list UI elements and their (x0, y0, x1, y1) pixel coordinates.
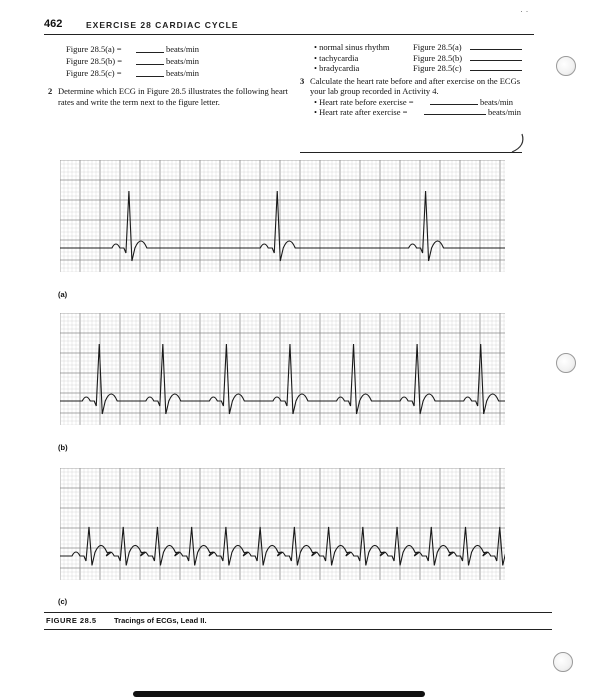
fill-row-label: Figure 28.5(c) = (66, 68, 122, 78)
answer-blank[interactable] (470, 70, 522, 71)
ecg-trace (60, 191, 505, 261)
ecg-tracing (60, 468, 505, 580)
ecg-strip-c (60, 468, 505, 580)
option-term: • normal sinus rhythm (314, 42, 390, 52)
hr-row-label: • Heart rate before exercise = (314, 96, 414, 107)
answer-blank[interactable] (136, 64, 164, 65)
option-figure: Figure 28.5(c) (413, 63, 462, 73)
hr-row-unit: beats/min (488, 107, 522, 117)
chapter-title: EXERCISE 28 CARDIAC CYCLE (86, 20, 239, 30)
bracket-curve (508, 132, 528, 154)
answer-blank[interactable] (470, 60, 522, 61)
hr-row-after (300, 107, 532, 118)
ecg-label-c: (c) (58, 597, 68, 606)
fill-row-label: Figure 28.5(a) = (66, 44, 122, 54)
answer-blank[interactable] (470, 49, 522, 50)
page-number: 462 (44, 18, 63, 30)
fill-row-c (48, 68, 288, 80)
option-term: • tachycardia (314, 52, 359, 63)
question-number: 3 (300, 75, 305, 86)
ecg-tracing (60, 160, 505, 272)
hr-row-before (300, 97, 532, 108)
figure-number: FIGURE 28.5 (46, 616, 97, 625)
figure-title: Tracings of ECGs, Lead II. (114, 616, 207, 625)
answer-blank[interactable] (430, 104, 478, 105)
ecg-strip-a (60, 160, 505, 272)
answer-line[interactable] (300, 152, 522, 153)
option-row (300, 53, 532, 64)
fill-row-a (48, 44, 288, 56)
fill-row-label: Figure 28.5(b) = (66, 56, 123, 66)
option-row (300, 63, 532, 74)
ecg-tracing (60, 313, 505, 425)
radio-option[interactable] (556, 353, 576, 373)
fill-row-b (48, 56, 288, 68)
answer-blank[interactable] (136, 52, 164, 53)
question-text: Calculate the heart rate before and after exercise on the ECGs your lab group recorded in Activity 4. (310, 75, 521, 96)
hr-row-label: • Heart rate after exercise = (314, 107, 408, 117)
ecg-label-b: (b) (58, 443, 68, 452)
answer-blank[interactable] (136, 76, 164, 77)
figure-caption (44, 612, 552, 630)
corner-mark: · · (520, 6, 529, 16)
question-3 (300, 76, 532, 97)
right-column (300, 42, 532, 118)
radio-option[interactable] (556, 56, 576, 76)
fill-row-unit: beats/min (166, 56, 200, 66)
ecg-label-a: (a) (58, 290, 68, 299)
page-header (44, 18, 534, 35)
option-figure: Figure 28.5(b) (413, 52, 463, 63)
left-column (48, 44, 288, 107)
question-2 (48, 86, 290, 107)
option-figure: Figure 28.5(a) (413, 42, 462, 52)
answer-blank[interactable] (424, 114, 486, 115)
fill-row-unit: beats/min (166, 68, 200, 78)
hr-row-unit: beats/min (480, 96, 514, 107)
fill-row-unit: beats/min (166, 44, 200, 54)
ecg-strip-b (60, 313, 505, 425)
ecg-trace (60, 344, 505, 414)
option-row (300, 42, 532, 53)
home-indicator[interactable] (133, 691, 425, 697)
question-text: Determine which ECG in Figure 28.5 illustrates the following heart rates and write the term next to the figure letter. (58, 86, 288, 107)
ecg-trace (60, 527, 505, 566)
radio-option[interactable] (553, 652, 573, 672)
question-number: 2 (48, 86, 53, 96)
option-term: • bradycardia (314, 63, 360, 73)
